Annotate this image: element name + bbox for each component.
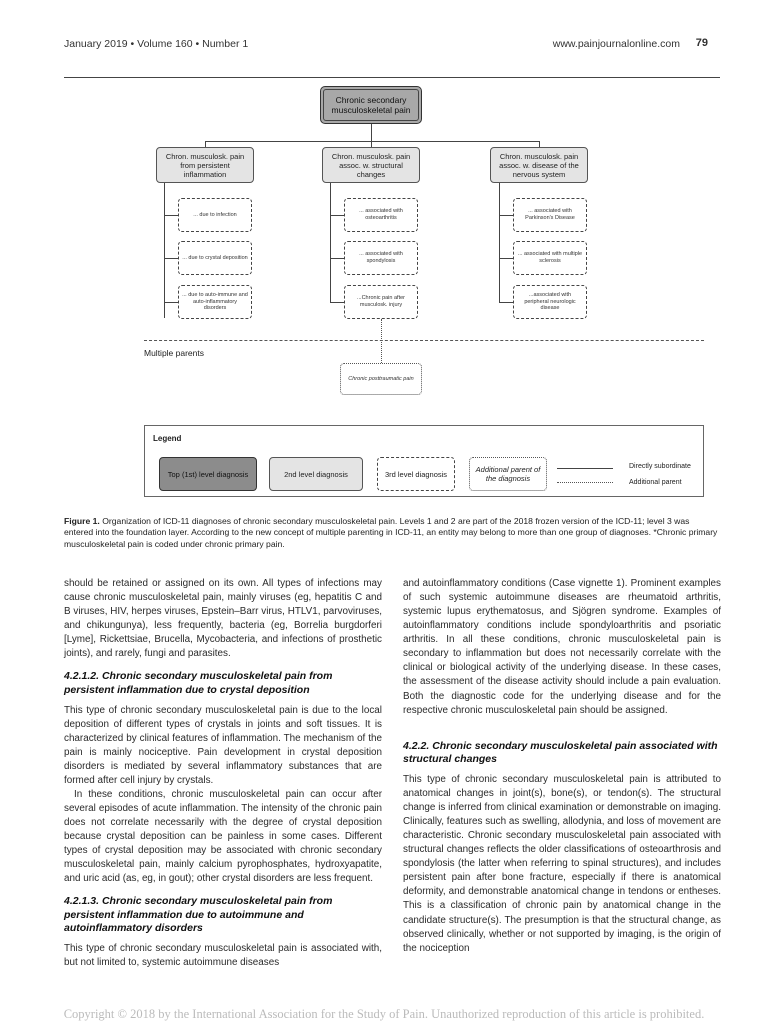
paragraph: This type of chronic secondary musculoskeletal pain is associated with, but not limited to, systemic autoimmune diseases [64,942,382,968]
section-heading: 4.2.1.3. Chronic secondary musculoskeletal pain from persistent inflammation due to autoimmune and autoinflammatory disorders [64,895,333,934]
level3-box: ... due to auto-immune and auto-inflammatory disorders [178,285,252,319]
level3-box: ... due to crystal deposition [178,241,252,275]
connector-line [330,183,331,302]
legend-title: Legend [153,434,182,443]
legend [144,425,704,497]
connector-line [205,141,539,142]
top-level-label: Chronic secondary musculoskeletal pain [323,89,419,121]
figure-caption [64,516,720,550]
connector-line [164,183,165,318]
connector-line [330,215,344,216]
level3-box: ...associated with peripheral neurologic disease [513,285,587,319]
copyright-notice: Copyright © 2018 by the International Association for the Study of Pain. Unauthorized reproduction of this article is prohibited. [63,1007,705,1021]
connector-line [330,258,344,259]
paragraph: This type of chronic secondary musculoskeletal pain is attributed to anatomical changes in joint(s), bone(s), or tendon(s). The structural change is inferred from clinical examination or demonstrable on imaging. Clinically, features such as swelling, allodynia, and loss of movement are characteristic. Chronic secondary musculoskeletal pain associated with structural changes reflects the older classifications of osteoarthrosis and spondylosis (the latter when referring to spinal structures), and includes persistent pain after bone fracture, especially if there is anatomical deformity, and demonstrable anatomical change in tendons or entheses. This is a classification of chronic pain by anatomical change in the candidate structure(s). The presumption is that the structural change, as observed clinically, whether or not supported by imaging, is the origin of the nociception [403,773,721,954]
journal-url[interactable]: www.painjournalonline.com [552,38,680,50]
paragraph: and autoinflammatory conditions (Case vignette 1). Prominent examples of such systemic autoimmune diseases are rheumatoid arthritis, systemic lupus erythematosus, and Sjögren syndrome. Examples of autoinflammatory conditions include spondyloarthritis and psoriatic arthritis. In all these conditions, chronic musculoskeletal pain is secondary to inflammation but does not necessarily correlate with the clinical or biological activity of the underlying disease. In these cases, the assessment of the disease activity should include a pain evaluation. Both the diagnostic code for the underlying disease and for the respective chronic musculoskeletal pain should be assigned. [403,578,721,716]
legend-top-level: Top (1st) level diagnosis [159,457,257,491]
connector-line [499,302,513,303]
level3-box: ... associated with Parkinson's Disease [513,198,587,232]
connector-line [164,258,178,259]
issue-info: January 2019 • Volume 160 • Number 1 [64,38,249,50]
multiple-parents-label: Multiple parents [144,348,205,358]
section-heading: 4.2.1.2. Chronic secondary musculoskeletal pain from persistent inflammation due to crystal deposition [64,670,333,696]
figure-caption-text: Organization of ICD-11 diagnoses of chronic secondary musculoskeletal pain. Levels 1 and 2 are part of the 2018 frozen version of the ICD-11; level 3 was entered into the foundation layer. According to the new concept of multiple parenting in ICD-11, an entity may belong to more than one group of diagnoses. *Chronic primary musculoskeletal pain is coded under chronic primary pain. [64,516,718,549]
header-rule [64,77,720,78]
level3-box: ...Chronic pain after musculosk. injury [344,285,418,319]
level3-box: ... associated with spondylosis [344,241,418,275]
connector-line [330,302,344,303]
legend-solid-line [557,468,613,469]
connector-line [499,258,513,259]
figure-label: Figure 1. [64,516,100,526]
legend-directly-subordinate: Directly subordinate [629,463,691,470]
paragraph: This type of chronic secondary musculoskeletal pain is due to the local deposition of different types of crystals in joints and soft tissues. It is characterized by clinical features of inflammation. The mechanism of the pain is mainly nociceptive. Pain development in crystal deposition disorders is mediated by several inflammatory substances that are formed after cell injury by crystals. [64,704,382,786]
paragraph: In these conditions, chronic musculoskeletal pain can occur after several episodes of acute inflammation. The intensity of the chronic pain does not correlate necessarily with the degree of crystal deposition because crystal deposition can be painless in some cases. Different types of crystal deposition may be associated with chronic secondary musculoskeletal pain, mainly calcium pyrophosphates, hydroxyapatite, and uric acid (as, eg, in gout); other crystal disorders are less frequent. [64,789,382,885]
level2-box-nervous-system: Chron. musculosk. pain assoc. w. disease of the nervous system [490,147,588,183]
page-number: 79 [695,37,708,49]
additional-parent-line [381,319,382,363]
connector-line [499,183,500,302]
legend-third-level: 3rd level diagnosis [377,457,455,491]
legend-dotted-line [557,482,613,483]
left-column [64,577,382,970]
level3-box: ... associated with multiple sclerosis [513,241,587,275]
right-column [403,577,721,956]
level3-box: ... due to infection [178,198,252,232]
paragraph: should be retained or assigned on its own. All types of infections may cause chronic musculoskeletal pain, mainly viruses (eg, hepatitis C and B viruses, HIV, herpes viruses, Epstein–Barr virus, HTLV1, parvoviruses, and chikungunya), less frequently, bacteria (eg, Borrelia burgdorferi [Lyme], Rickettsiae, Brucella, Mycobacteria, and infections of prosthetic joints), and rarely, fungi and parasites. [64,578,382,660]
top-level-box [320,86,422,124]
level2-box-structural: Chron. musculosk. pain assoc. w. structural changes [322,147,420,183]
additional-parent-box: Chronic posttraumatic pain [340,363,422,395]
connector-line [371,124,372,141]
legend-additional-parent: Additional parent of the diagnosis [469,457,547,491]
connector-line [499,215,513,216]
legend-second-level: 2nd level diagnosis [269,457,363,491]
connector-line [164,215,178,216]
level2-box-inflammation: Chron. musculosk. pain from persistent inflammation [156,147,254,183]
section-heading: 4.2.2. Chronic secondary musculoskeletal pain associated with structural changes [403,739,718,765]
connector-line [164,302,178,303]
level3-box: ... associated with osteoarthritis [344,198,418,232]
legend-additional-parent-line: Additional parent [629,479,682,486]
multiple-parents-divider [144,340,704,341]
classification-diagram [64,80,720,510]
